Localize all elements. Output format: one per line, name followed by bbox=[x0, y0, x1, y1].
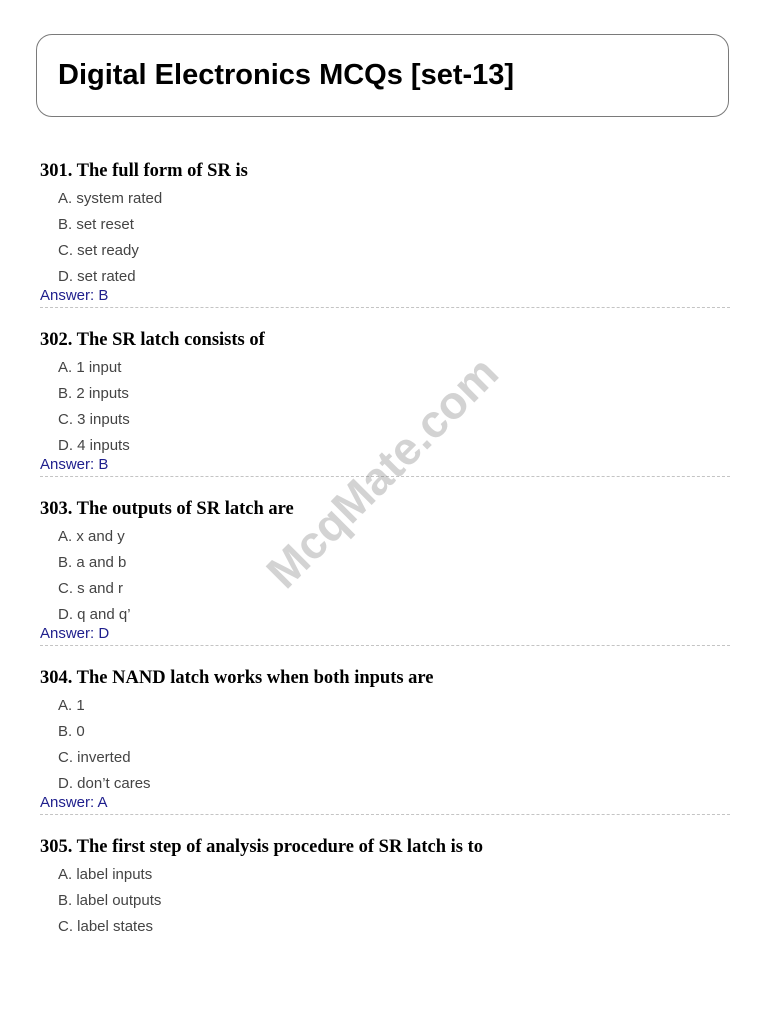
option-b: B. 2 inputs bbox=[58, 385, 129, 402]
option-c: C. set ready bbox=[58, 242, 139, 259]
answer: Answer: B bbox=[40, 287, 109, 304]
answer: Answer: A bbox=[40, 794, 108, 811]
question-303 bbox=[40, 498, 730, 643]
option-a: A. system rated bbox=[58, 190, 163, 207]
question-divider bbox=[40, 814, 730, 815]
option-a: A. 1 input bbox=[58, 359, 122, 376]
option-a: A. x and y bbox=[58, 528, 125, 545]
option-b: B. 0 bbox=[58, 723, 85, 740]
option-c: C. label states bbox=[58, 918, 154, 935]
question-text: 303. The outputs of SR latch are bbox=[40, 499, 294, 519]
question-305 bbox=[40, 836, 730, 936]
question-text: 302. The SR latch consists of bbox=[40, 330, 265, 350]
option-c: C. 3 inputs bbox=[58, 411, 130, 428]
answer: Answer: B bbox=[40, 456, 109, 473]
option-a: A. 1 bbox=[58, 697, 85, 714]
question-divider bbox=[40, 476, 730, 477]
watermark: McqMate.com bbox=[256, 346, 509, 598]
option-c: C. s and r bbox=[58, 580, 124, 597]
option-b: B. set reset bbox=[58, 216, 134, 233]
question-302 bbox=[40, 329, 730, 474]
question-text: 304. The NAND latch works when both inputs are bbox=[40, 668, 434, 688]
option-b: B. a and b bbox=[58, 554, 127, 571]
option-d: D. don’t cares bbox=[58, 775, 151, 792]
page-title: Digital Electronics MCQs [set-13] bbox=[58, 59, 515, 91]
question-text: 301. The full form of SR is bbox=[40, 161, 248, 181]
option-b: B. label outputs bbox=[58, 892, 162, 909]
option-c: C. inverted bbox=[58, 749, 131, 766]
question-text: 305. The first step of analysis procedure of SR latch is to bbox=[40, 837, 483, 857]
question-divider bbox=[40, 307, 730, 308]
title-box bbox=[36, 34, 729, 117]
option-d: D. set rated bbox=[58, 268, 136, 285]
answer: Answer: D bbox=[40, 625, 110, 642]
option-a: A. label inputs bbox=[58, 866, 153, 883]
question-divider bbox=[40, 645, 730, 646]
question-304 bbox=[40, 667, 730, 812]
question-301 bbox=[40, 160, 730, 305]
option-d: D. 4 inputs bbox=[58, 437, 130, 454]
option-d: D. q and q’ bbox=[58, 606, 131, 623]
